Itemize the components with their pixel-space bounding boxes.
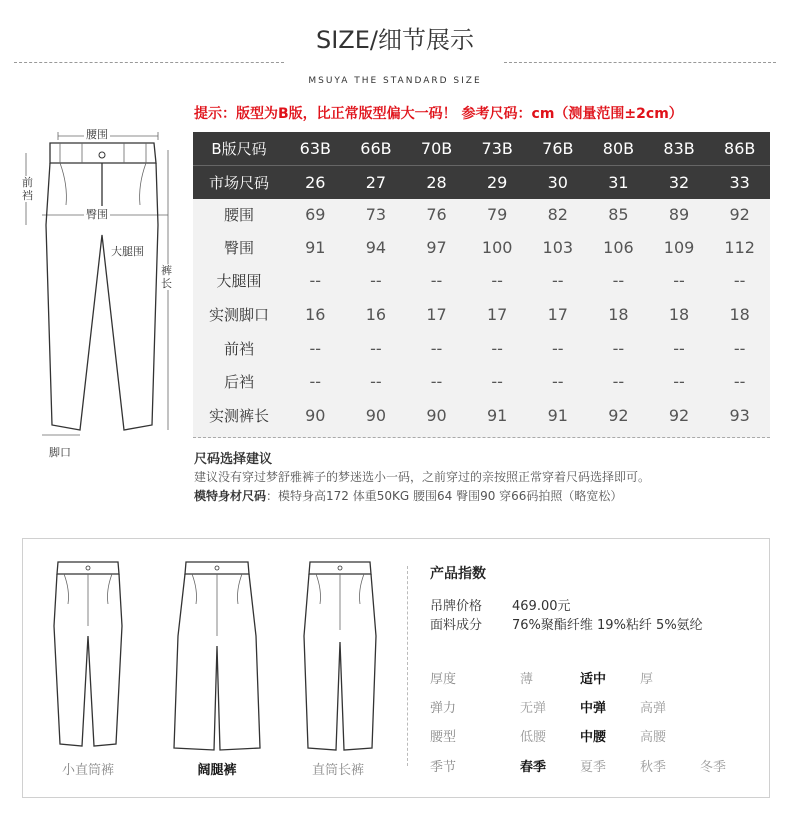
cell: -- <box>309 339 322 358</box>
cell: 91 <box>487 406 508 425</box>
cell: -- <box>430 271 443 290</box>
page-subtitle: MSUYA THE STANDARD SIZE <box>308 76 482 86</box>
cell: 63B <box>299 139 331 158</box>
cell: 16 <box>365 305 387 324</box>
cell: -- <box>552 271 564 290</box>
table-row <box>193 332 770 365</box>
cell: 92 <box>729 205 750 224</box>
cell: 91 <box>305 238 326 257</box>
cell: 73B <box>481 139 513 158</box>
cell: 70B <box>420 139 453 158</box>
table-row <box>193 231 770 264</box>
row-label: 臀围 <box>223 239 254 257</box>
cell: 29 <box>487 173 508 192</box>
attr-option: 高腰 <box>640 730 667 745</box>
row-label: 实测脚口 <box>208 306 269 324</box>
cell: 83B <box>663 139 695 158</box>
cell: 109 <box>663 238 695 257</box>
cell: 100 <box>481 238 513 257</box>
attr-option-selected: 中弹 <box>580 701 607 716</box>
cell: 112 <box>724 238 755 257</box>
cell: 92 <box>668 406 690 425</box>
attr-option: 厚 <box>640 672 654 687</box>
cell: 82 <box>547 205 568 224</box>
hem-label: 脚口 <box>49 446 71 459</box>
cell: 18 <box>668 305 690 324</box>
cell: 32 <box>668 173 690 192</box>
cell: 73 <box>365 205 387 224</box>
row-label: B版尺码 <box>211 140 267 158</box>
cell: 90 <box>305 406 326 425</box>
table-row <box>193 399 770 432</box>
attr-option: 高弹 <box>640 701 667 716</box>
page-title: SIZE/细节展示 <box>315 26 474 54</box>
attr-option-selected: 适中 <box>580 672 607 687</box>
row-label: 市场尺码 <box>208 174 269 192</box>
cell: 90 <box>426 406 447 425</box>
table-row <box>193 198 770 231</box>
cell: 26 <box>305 173 326 192</box>
cell: 17 <box>487 305 508 324</box>
attr-option-selected: 春季 <box>520 760 547 775</box>
cell: 93 <box>729 406 750 425</box>
model-size-info <box>194 487 622 504</box>
title-divider-left <box>14 62 284 63</box>
fabric-label: 面料成分 <box>430 618 483 633</box>
cell: -- <box>370 372 382 391</box>
size-tip: 提示：版型为B版，比正常版型偏大一码！ 参考尺码：cm（测量范围±2cm） <box>194 106 683 122</box>
fabric-value: 76%聚酯纤维 19%粘纤 5%氨纶 <box>512 618 703 633</box>
cell: -- <box>552 339 564 358</box>
cell: 69 <box>305 205 326 224</box>
trouser-measure-diagram <box>20 125 190 455</box>
cell: -- <box>673 271 685 290</box>
cell: -- <box>491 271 503 290</box>
straight-long-pants-sketch <box>300 556 380 756</box>
cell: 17 <box>426 305 447 324</box>
cell: 76B <box>542 139 574 158</box>
cell: -- <box>612 372 625 391</box>
table-divider <box>193 437 770 438</box>
attr-label-elasticity: 弹力 <box>430 701 457 716</box>
cell: 90 <box>365 406 387 425</box>
attr-option: 薄 <box>520 672 534 687</box>
waist-label: 腰围 <box>86 128 108 141</box>
cell: -- <box>430 372 443 391</box>
table-row <box>193 298 770 331</box>
cell: 103 <box>542 238 574 257</box>
cell: 97 <box>426 238 447 257</box>
cell: -- <box>673 372 685 391</box>
row-label: 腰围 <box>223 206 254 224</box>
cell: -- <box>309 271 322 290</box>
cell: 94 <box>365 238 387 257</box>
attr-option: 秋季 <box>640 760 667 775</box>
row-label: 实测裤长 <box>208 407 269 425</box>
cell: 80B <box>602 139 635 158</box>
cell: 66B <box>360 139 392 158</box>
attr-option: 无弹 <box>520 701 547 716</box>
attr-option: 夏季 <box>580 760 607 775</box>
cell: -- <box>733 372 746 391</box>
cell: 76 <box>426 205 447 224</box>
cell: 91 <box>547 406 568 425</box>
attr-label-season: 季节 <box>430 760 457 775</box>
model-size-label: 模特身材尺码 <box>194 489 267 503</box>
cell: 30 <box>547 173 568 192</box>
product-index-title: 产品指数 <box>430 566 486 582</box>
cell: -- <box>612 271 625 290</box>
cell: 106 <box>603 238 634 257</box>
attr-label-thickness: 厚度 <box>430 672 457 687</box>
cell: -- <box>491 372 503 391</box>
cell: -- <box>612 339 625 358</box>
cell: -- <box>673 339 685 358</box>
cell: 18 <box>729 305 750 324</box>
advice-text: 建议没有穿过梦舒雅裤子的梦迷选小一码，之前穿过的亲按照正常穿着尺码选择即可。 <box>194 470 651 484</box>
cell: -- <box>733 339 746 358</box>
style-caption-slim-straight: 小直筒裤 <box>61 763 114 778</box>
title-divider-right <box>504 62 776 63</box>
row-label: 大腿围 <box>216 272 262 290</box>
price-label: 吊牌价格 <box>430 599 483 614</box>
cell: -- <box>370 271 382 290</box>
row-label: 后裆 <box>223 373 254 391</box>
cell: -- <box>491 339 503 358</box>
cell: -- <box>552 372 564 391</box>
cell: 31 <box>608 173 629 192</box>
advice-title: 尺码选择建议 <box>194 452 273 467</box>
attr-option-selected: 中腰 <box>580 730 607 745</box>
row-label: 前裆 <box>223 340 254 358</box>
length-label: 裤长 <box>161 264 175 290</box>
front-rise-label: 前裆 <box>22 176 36 202</box>
table-row <box>193 365 770 398</box>
table-header-row-market <box>193 165 770 199</box>
slim-straight-pants-sketch <box>48 556 128 750</box>
table-row <box>193 264 770 297</box>
cell: -- <box>309 372 322 391</box>
model-size-text: ：模特身高172 体重50KG 腰围64 臀围90 穿66码拍照（略宽松） <box>266 489 623 503</box>
cell: 33 <box>729 173 750 192</box>
cell: -- <box>370 339 382 358</box>
cell: 86B <box>724 139 756 158</box>
box-divider <box>407 566 408 766</box>
price-value: 469.00元 <box>512 599 571 614</box>
thigh-label: 大腿围 <box>111 245 144 258</box>
attr-option: 低腰 <box>520 730 547 745</box>
style-caption-wide-leg: 阔腿裤 <box>197 763 237 778</box>
attr-option: 冬季 <box>700 760 727 775</box>
cell: 89 <box>668 205 690 224</box>
cell: 85 <box>608 205 629 224</box>
cell: 16 <box>305 305 326 324</box>
hip-label: 臀围 <box>86 208 108 221</box>
cell: 92 <box>608 406 629 425</box>
wide-leg-pants-sketch <box>172 556 262 756</box>
cell: 79 <box>487 205 508 224</box>
cell: 18 <box>608 305 629 324</box>
cell: 27 <box>365 173 387 192</box>
attr-label-waist-type: 腰型 <box>430 730 457 745</box>
cell: 17 <box>547 305 568 324</box>
cell: -- <box>733 271 746 290</box>
style-caption-straight-long: 直筒长裤 <box>311 763 364 778</box>
table-header-row-bsize <box>193 132 770 165</box>
cell: 28 <box>426 173 447 192</box>
cell: -- <box>430 339 443 358</box>
